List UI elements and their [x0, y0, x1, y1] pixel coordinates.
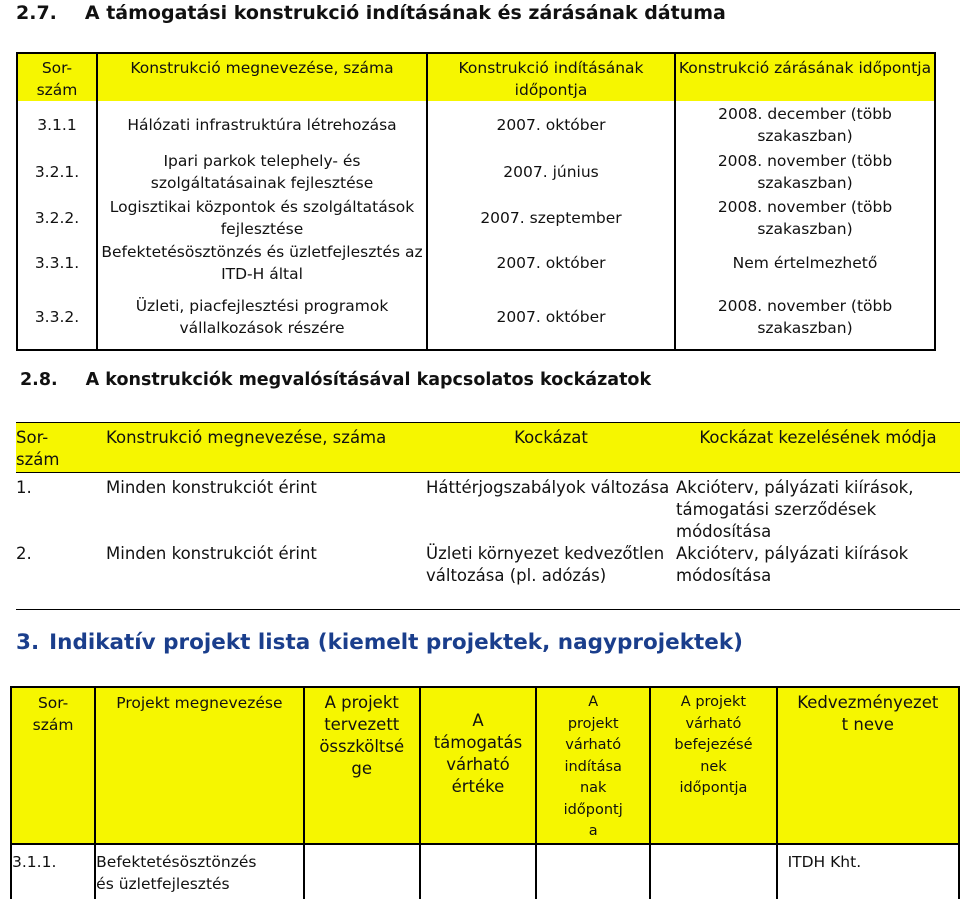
expected-end — [650, 844, 776, 899]
mitigation: Akcióterv, pályázati kiírások módosítása — [676, 544, 909, 585]
end-date: Nem értelmezhető — [675, 241, 935, 285]
start-date: 2007. október — [427, 101, 675, 149]
construction-name: Ipari parkok telephely- és szolgáltatásainak fejlesztése — [97, 149, 427, 195]
table-row — [17, 195, 935, 241]
header-cell-name: Konstrukció megnevezése, száma — [97, 53, 427, 101]
construction-name: Minden konstrukciót érint — [106, 544, 317, 563]
table-row — [17, 241, 935, 285]
construction-name: Befektetésösztönzés és üzletfejlesztés az ITD-H által — [97, 241, 427, 285]
end-date: 2008. november (több szakaszban) — [675, 195, 935, 241]
header-cell-mitigation: Kockázat kezelésének módja — [676, 423, 960, 473]
header-cell-beneficiary: Kedvezményezet t neve — [777, 687, 959, 844]
header-cell-start: Konstrukció indításának időpontja — [427, 53, 675, 101]
row-number: 3.1.1. — [11, 844, 95, 899]
construction-name: Üzleti, piacfejlesztési programok vállalkozások részére — [97, 285, 427, 350]
mitigation: Akcióterv, pályázati kiírások, támogatási szerződések módosítása — [676, 478, 914, 541]
construction-name: Logisztikai központok és szolgáltatások fejlesztése — [97, 195, 427, 241]
header-cell-expected-end: A projekt várható befejezésé nek időpontja — [650, 687, 776, 844]
start-date: 2007. október — [427, 241, 675, 285]
risk: Háttérjogszabályok változása — [426, 478, 670, 497]
section-number: 3. — [16, 630, 40, 655]
section-number: 2.8. — [20, 370, 58, 390]
section-title: A konstrukciók megvalósításával kapcsolatos kockázatok — [85, 370, 652, 390]
table-header-row — [16, 423, 960, 473]
section-title: Indikatív projekt lista (kiemelt projektek, nagyprojektek) — [49, 630, 743, 655]
start-date: 2007. október — [427, 285, 675, 350]
row-number: 3.3.1. — [34, 254, 80, 272]
section-3-heading — [16, 630, 743, 655]
header-cell-sorszam: Sor- szám — [11, 687, 95, 844]
header-cell-project-name: Projekt megnevezése — [95, 687, 303, 844]
header-cell-sorszam: Sor- szám — [16, 423, 106, 473]
header-cell-total-cost: A projekt tervezett összköltsé ge — [304, 687, 420, 844]
row-number: 3.2.1. — [34, 163, 80, 181]
total-cost — [304, 844, 420, 899]
construction-name: Hálózati infrastruktúra létrehozása — [97, 101, 427, 149]
header-cell-name: Konstrukció megnevezése, száma — [106, 423, 426, 473]
beneficiary: ITDH Kht. — [777, 844, 959, 899]
header-cell-expected-start: A projekt várható indítása nak időpontj a — [536, 687, 650, 844]
end-date: 2008. november (több szakaszban) — [675, 149, 935, 195]
section-2-8-heading — [20, 370, 651, 390]
table-row — [17, 149, 935, 195]
project-name: Befektetésösztönzés és üzletfejlesztés — [95, 844, 303, 899]
start-date: 2007. június — [427, 149, 675, 195]
section-2-7-heading — [16, 2, 726, 24]
table-row — [16, 473, 960, 544]
row-number: 3.3.2. — [34, 308, 80, 326]
section-title: A támogatási konstrukció indításának és zárásának dátuma — [84, 2, 726, 24]
table-row — [17, 101, 935, 149]
construction-name: Minden konstrukciót érint — [106, 478, 317, 497]
header-cell-expected-support: A támogatás várható értéke — [420, 687, 536, 844]
table-header-row — [17, 53, 935, 101]
row-number: 3.1.1 — [37, 116, 77, 134]
row-number: 2. — [16, 544, 32, 563]
expected-support — [420, 844, 536, 899]
end-date: 2008. november (több szakaszban) — [675, 285, 935, 350]
header-cell-end: Konstrukció zárásának időpontja — [675, 53, 935, 101]
header-cell-sorszam: Sor- szám — [17, 53, 97, 101]
project-list-table — [10, 686, 960, 899]
row-number: 1. — [16, 478, 32, 497]
row-number: 3.2.2. — [34, 209, 80, 227]
table-row — [17, 285, 935, 350]
end-date: 2008. december (több szakaszban) — [675, 101, 935, 149]
risks-table — [16, 422, 960, 610]
table-row — [16, 543, 960, 610]
header-cell-risk: Kockázat — [426, 423, 676, 473]
expected-start — [536, 844, 650, 899]
start-date: 2007. szeptember — [427, 195, 675, 241]
table-row — [11, 844, 959, 899]
construction-dates-table — [16, 52, 936, 351]
section-number: 2.7. — [16, 2, 57, 24]
table-header-row — [11, 687, 959, 844]
risk: Üzleti környezet kedvezőtlen változása (pl. adózás) — [426, 544, 665, 585]
